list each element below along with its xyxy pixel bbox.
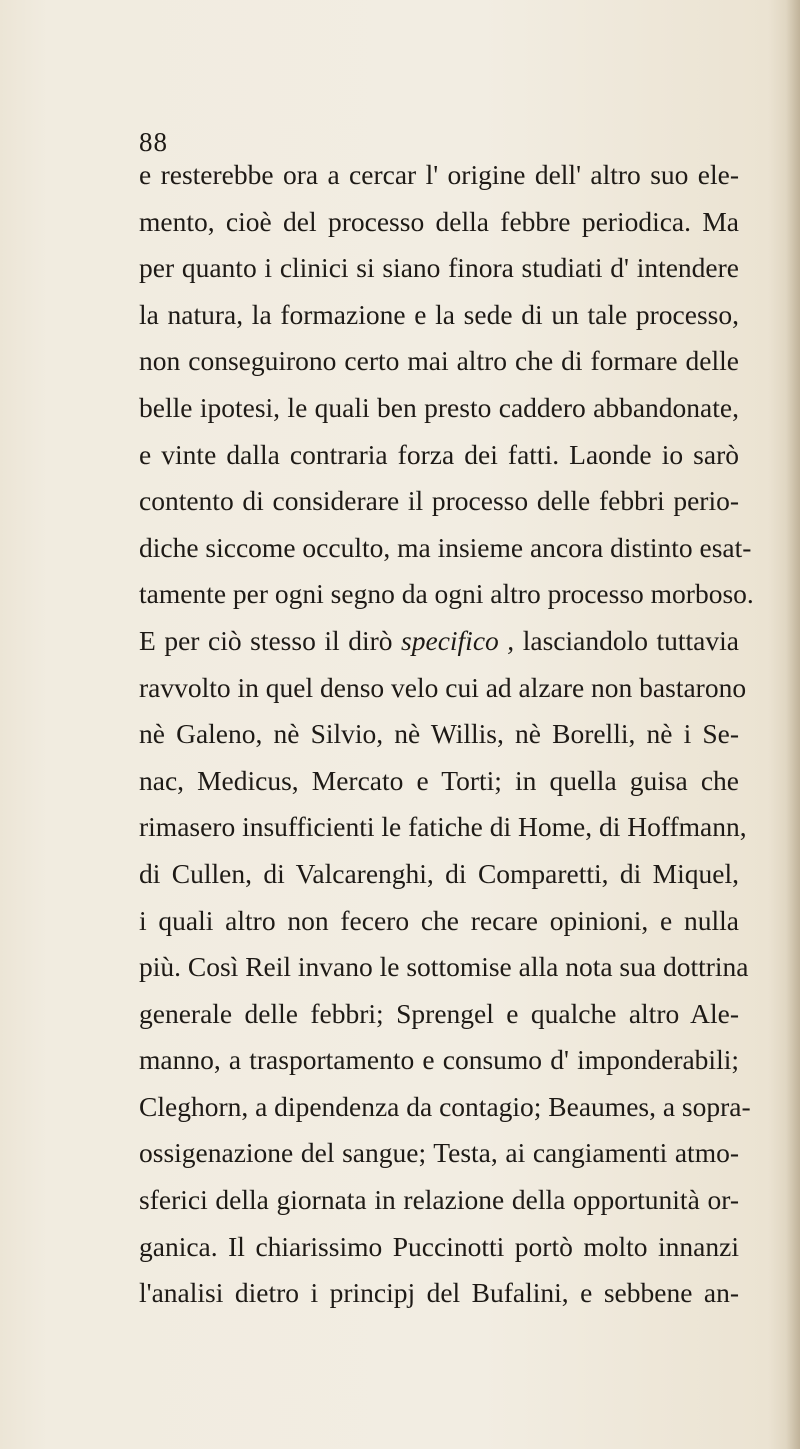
body-text — [139, 152, 754, 1317]
text-line-19: generale delle febbri; Sprengel e qualche altro Ale- — [139, 997, 739, 1029]
text-line-16: di Cullen, di Valcarenghi, di Comparetti, di Miquel, — [139, 857, 739, 889]
text-line-11-before: E per ciò stesso il dirò — [139, 624, 402, 656]
text-line-4: la natura, la formazione e la sede di un tale processo, — [139, 298, 739, 330]
text-line-6: belle ipotesi, le quali ben presto caddero abbandonate, — [139, 391, 739, 423]
text-line-11 — [139, 618, 739, 665]
text-line-9: diche siccome occulto, ma insieme ancora distinto esat- — [139, 531, 752, 563]
text-line-23: sferici della giornata in relazione della opportunità or- — [139, 1184, 739, 1216]
text-line-11-after: lasciandolo tuttavia — [514, 624, 739, 656]
text-line-14: nac, Medicus, Mercato e Torti; in quella guisa che — [139, 764, 739, 796]
text-line-10: tamente per ogni segno da ogni altro processo morboso. — [139, 578, 754, 610]
text-line-13: nè Galeno, nè Silvio, nè Willis, nè Borelli, nè i Se- — [139, 718, 739, 750]
text-line-18: più. Così Reil invano le sottomise alla nota sua dottrina — [139, 951, 749, 983]
text-line-7: e vinte dalla contraria forza dei fatti. Laonde io sarò — [139, 438, 739, 470]
text-line-17: i quali altro non fecero che recare opinioni, e nulla — [139, 904, 739, 936]
text-line-2: mento, cioè del processo della febbre periodica. Ma — [139, 205, 739, 237]
text-line-25: l'analisi dietro i principj del Bufalini, e sebbene an- — [139, 1277, 739, 1309]
italic-term-specifico: specifico , — [401, 624, 515, 656]
text-line-22: ossigenazione del sangue; Testa, ai cangiamenti atmo- — [139, 1137, 739, 1169]
page-edge-shadow — [786, 0, 800, 1449]
text-line-20: manno, a trasportamento e consumo d' imponderabili; — [139, 1044, 739, 1076]
text-line-8: contento di considerare il processo delle febbri perio- — [139, 485, 739, 517]
text-line-1: e resterebbe ora a cercar l' origine dell' altro suo ele- — [139, 159, 739, 190]
text-line-12: ravvolto in quel denso velo cui ad alzare non bastarono — [139, 671, 747, 703]
text-line-24: ganica. Il chiarissimo Puccinotti portò molto innanzi — [139, 1230, 739, 1262]
text-line-15: rimasero insufficienti le fatiche di Home, di Hoffmann, — [139, 811, 747, 843]
page-number: 88 — [139, 127, 168, 157]
text-line-5: non conseguirono certo mai altro che di formare delle — [139, 345, 739, 377]
text-line-21: Cleghorn, a dipendenza da contagio; Beaumes, a sopra- — [139, 1090, 751, 1122]
text-line-3: per quanto i clinici si siano finora studiati d' intendere — [139, 252, 739, 284]
